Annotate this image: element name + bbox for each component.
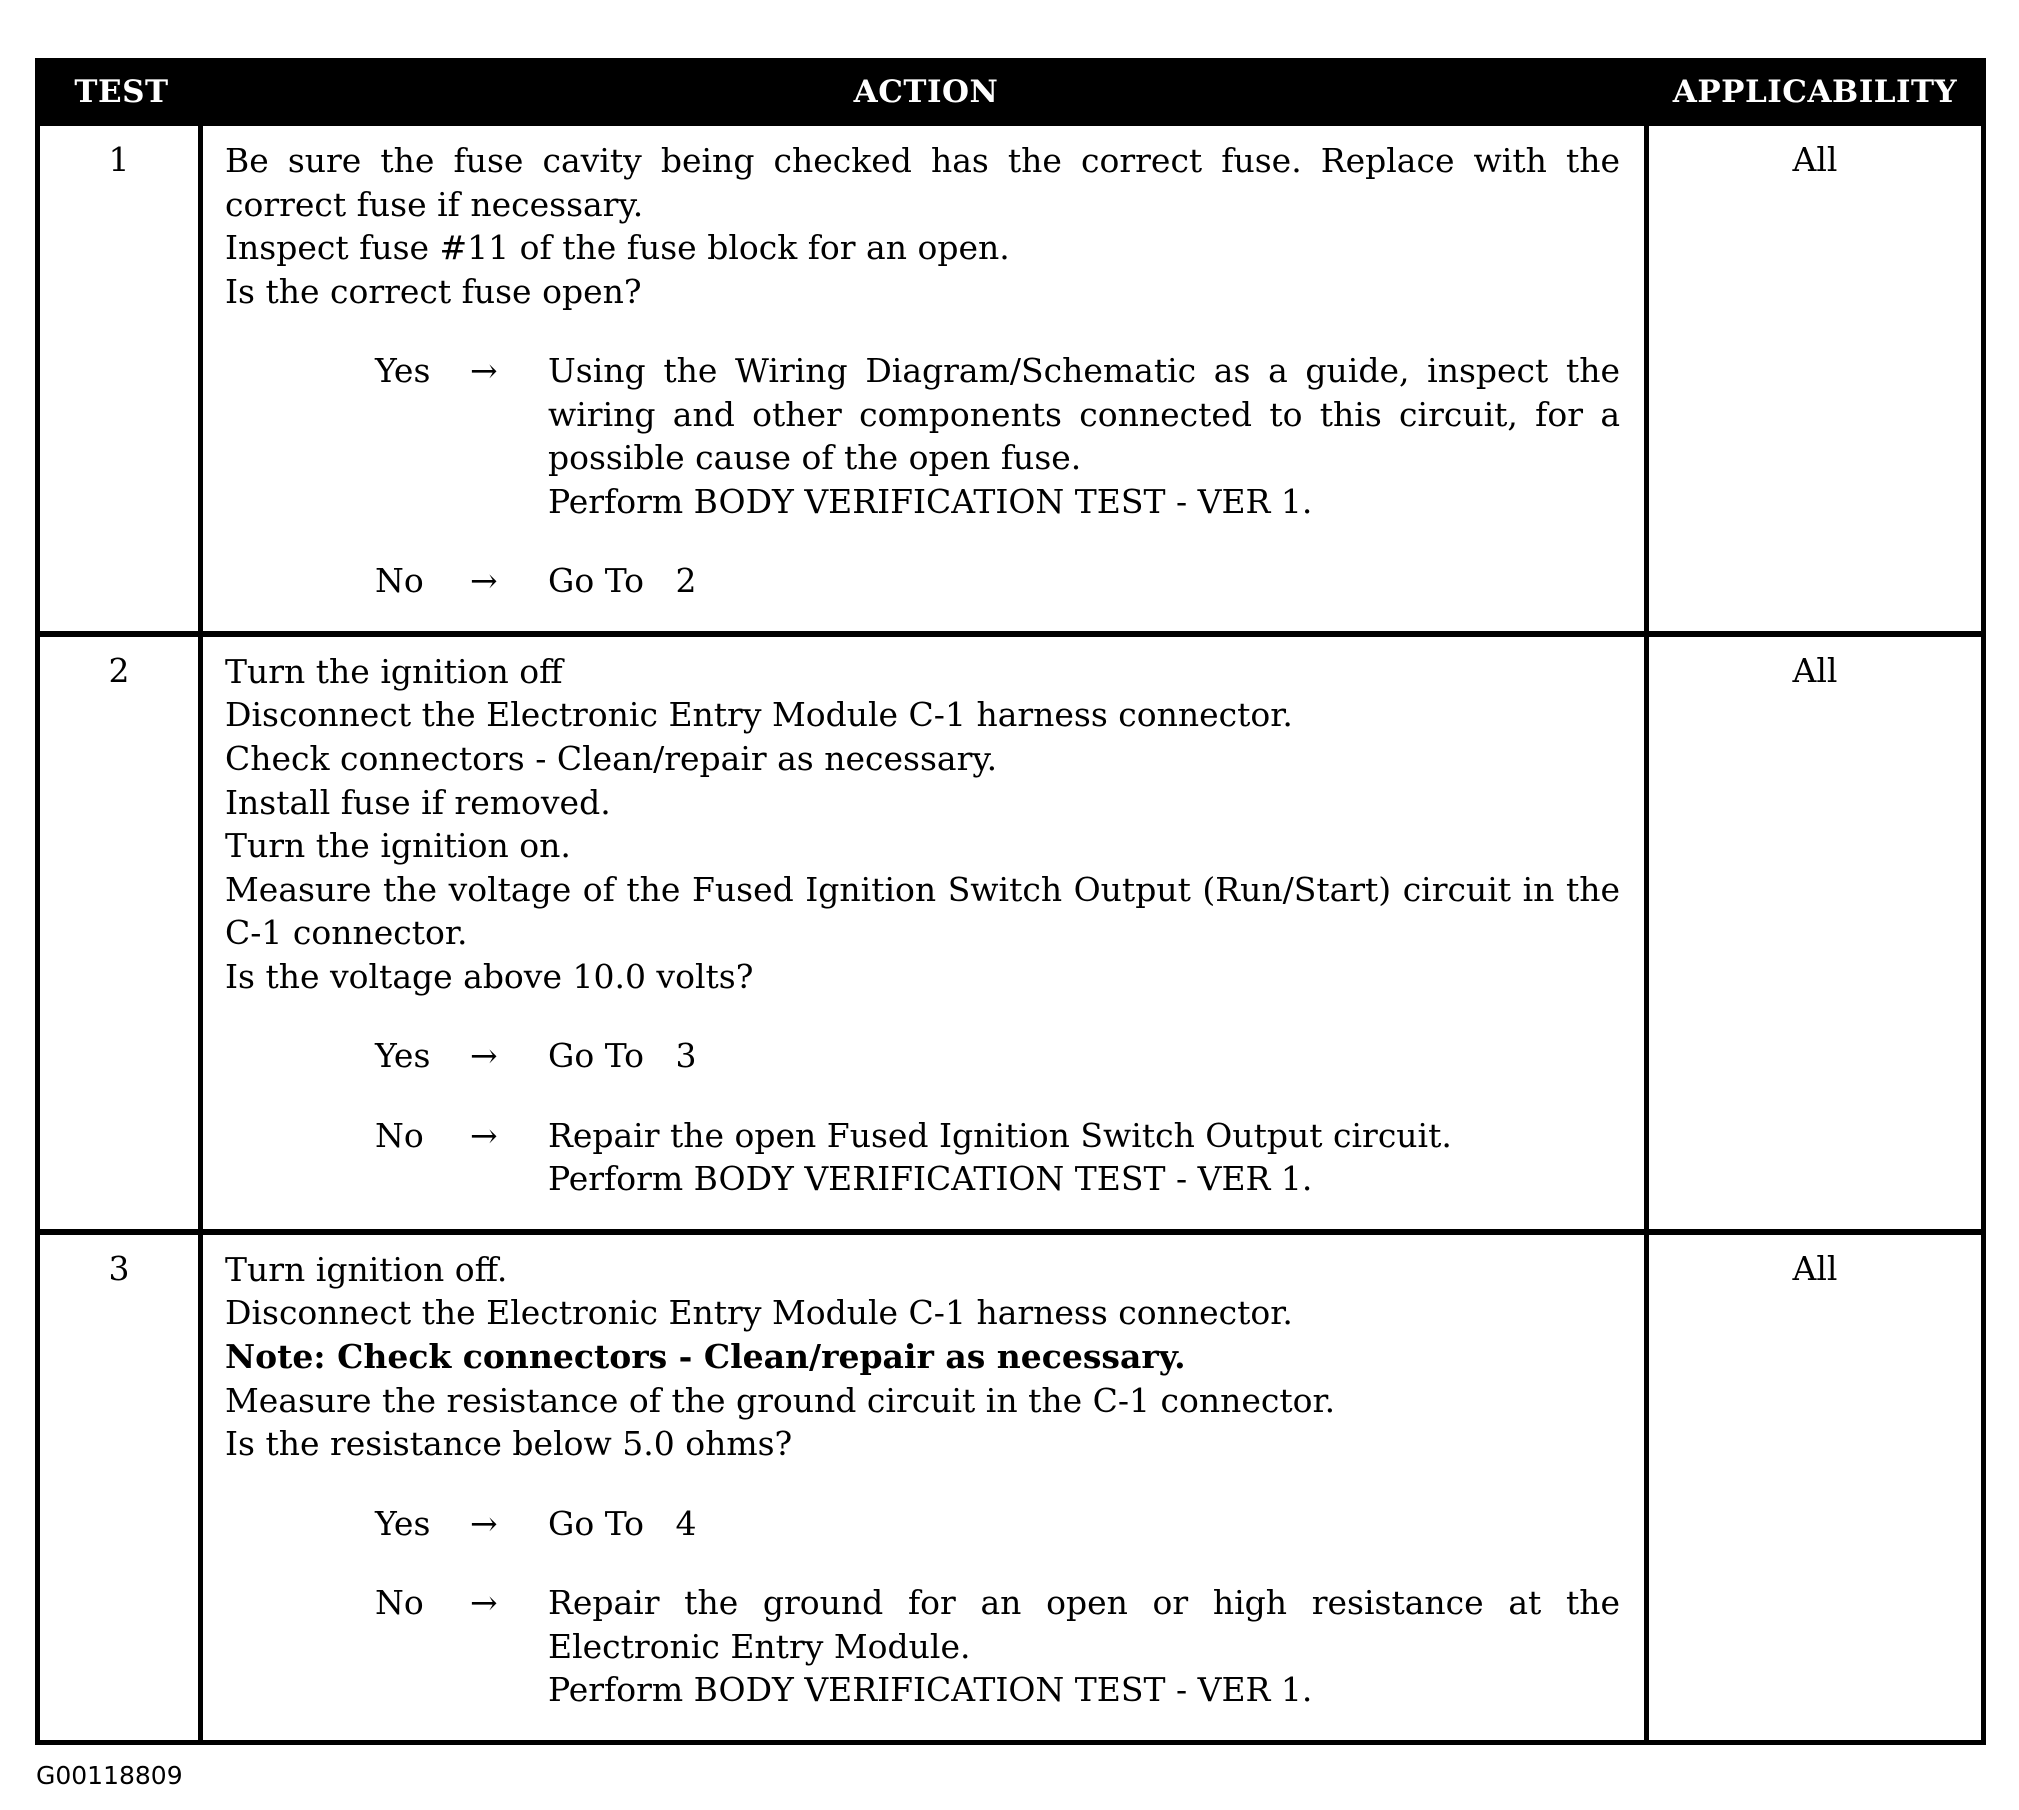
test-number: 2: [40, 637, 203, 1229]
branch-result-line: Using the Wiring Diagram/Schematic as a guide, inspect the wiring and other components connected to this circuit, for a possible cause of the open fuse.: [548, 351, 1620, 478]
branch-result: [548, 1114, 1620, 1201]
action-step-note: Note: Check connectors - Clean/repair as necessary.: [225, 1337, 1186, 1377]
action-step: Measure the voltage of the Fused Ignition Switch Output (Run/Start) circuit in the C-1 connector.: [225, 869, 1620, 953]
action-step: Is the voltage above 10.0 volts?: [225, 956, 754, 996]
action-step: Check connectors - Clean/repair as necessary.: [225, 739, 998, 779]
arrow-right-icon: →: [470, 1583, 498, 1623]
applicability-cell: All: [1792, 140, 1838, 179]
table-header-row: [40, 63, 1981, 120]
column-header-applicability: APPLICABILITY: [1672, 74, 1958, 110]
branch-result-line: Perform BODY VERIFICATION TEST - VER 1.: [548, 1159, 1313, 1199]
table-row-test-2: [40, 631, 1981, 1229]
yes-branch: [375, 1034, 1620, 1078]
action-step: Is the resistance below 5.0 ohms?: [225, 1424, 793, 1464]
yes-branch: [375, 1502, 1620, 1546]
branch-result: [548, 1034, 1620, 1078]
action-cell: [203, 1235, 1649, 1740]
no-branch: [375, 559, 1620, 603]
arrow-right-icon: →: [470, 1036, 498, 1076]
branch-result-line: Perform BODY VERIFICATION TEST - VER 1.: [548, 1670, 1313, 1710]
branch-result-line: Perform BODY VERIFICATION TEST - VER 1.: [548, 481, 1313, 521]
branch-result: [548, 1581, 1620, 1712]
branch-label-yes: Yes: [375, 351, 431, 391]
branch-label-yes: Yes: [375, 1036, 431, 1076]
column-header-test: TEST: [74, 74, 169, 110]
branch-result-line: Go To 3: [548, 1036, 697, 1076]
branch-result-line: Go To 2: [548, 561, 697, 601]
action-step: Measure the resistance of the ground circuit in the C-1 connector.: [225, 1380, 1336, 1420]
branch-result: [548, 1502, 1620, 1546]
diagnostic-test-table: [35, 58, 1986, 1745]
action-step: Inspect fuse #11 of the fuse block for an open.: [225, 228, 1010, 268]
yes-branch: [375, 349, 1620, 523]
action-cell: [203, 126, 1649, 631]
table-row-test-3: [40, 1229, 1981, 1740]
action-step: Install fuse if removed.: [225, 782, 611, 822]
arrow-right-icon: →: [470, 1503, 498, 1543]
branch-result-line: Repair the open Fused Ignition Switch Output circuit.: [548, 1115, 1452, 1155]
action-step: Disconnect the Electronic Entry Module C-1 harness connector.: [225, 695, 1293, 735]
no-branch: [375, 1581, 1620, 1712]
table-row-test-1: [40, 120, 1981, 631]
branch-result: [548, 349, 1620, 523]
figure-id: G00118809: [36, 1760, 183, 1790]
branch-label-no: No: [375, 561, 424, 601]
test-number: 1: [40, 126, 203, 631]
action-step: Is the correct fuse open?: [225, 271, 642, 311]
action-step: Turn the ignition off: [225, 651, 563, 691]
action-step: Turn the ignition on.: [225, 826, 571, 866]
applicability-cell: All: [1792, 1248, 1838, 1288]
branch-label-no: No: [375, 1583, 424, 1623]
branch-result-line: Go To 4: [548, 1503, 697, 1543]
branch-result-line: Repair the ground for an open or high resistance at the Electronic Entry Module.: [548, 1583, 1620, 1666]
no-branch: [375, 1114, 1620, 1201]
action-step: Turn ignition off.: [225, 1249, 508, 1289]
test-number: 3: [40, 1235, 203, 1740]
branch-label-yes: Yes: [375, 1503, 431, 1543]
arrow-right-icon: →: [470, 561, 498, 601]
branch-label-no: No: [375, 1115, 424, 1155]
arrow-right-icon: →: [470, 351, 498, 391]
branch-result: [548, 559, 1620, 603]
action-step: Be sure the fuse cavity being checked has the correct fuse. Replace with the correct fuse if necessary.: [225, 141, 1620, 224]
applicability-cell: All: [1792, 650, 1838, 690]
column-header-action: ACTION: [853, 74, 999, 110]
action-step: Disconnect the Electronic Entry Module C-1 harness connector.: [225, 1293, 1293, 1333]
action-cell: [203, 637, 1649, 1229]
arrow-right-icon: →: [470, 1115, 498, 1155]
